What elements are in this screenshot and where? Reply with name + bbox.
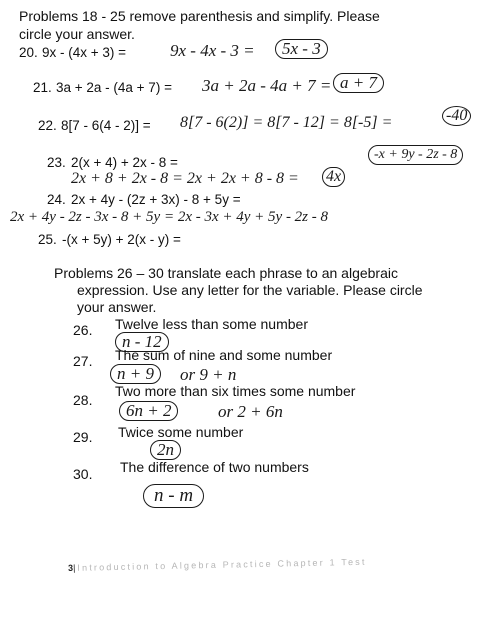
problem-expression: 3a + 2a - (4a + 7) =	[56, 80, 172, 95]
handwritten-work: 2x + 8 + 2x - 8 = 2x + 2x + 8 - 8 =	[71, 170, 299, 187]
handwritten-work: 9x - 4x - 3 =	[170, 41, 255, 60]
handwritten-work: 2x + 4y - 2z - 3x - 8 + 5y = 2x - 3x + 4y + 5y - 2z - 8	[10, 209, 329, 225]
footer-divider: |	[72, 562, 76, 573]
problem-number: 24.	[47, 192, 66, 207]
circled-answer: 5x - 3	[275, 39, 328, 59]
section2-line-1: Problems 26 – 30 translate each phrase to an algebraic	[54, 265, 398, 281]
phrase-text: The difference of two numbers	[120, 459, 309, 475]
problem-expression: 2(x + 4) + 2x - 8 =	[71, 155, 178, 170]
problem-expression: 9x - (4x + 3) =	[42, 45, 127, 60]
page-footer	[68, 557, 367, 573]
problem-expression: -(x + 5y) + 2(x - y) =	[62, 232, 181, 247]
phrase-number: 30.	[73, 466, 93, 482]
circled-answer: a + 7	[333, 73, 384, 93]
phrase-number: 29.	[73, 429, 93, 445]
problem-expression: 8[7 - 6(4 - 2)] =	[61, 118, 151, 133]
circled-answer: 4x	[322, 167, 345, 187]
problem-number: 20.	[19, 45, 38, 60]
instructions-line-1: Problems 18 - 25 remove parenthesis and simplify. Please	[19, 8, 380, 24]
circled-answer: -40	[442, 106, 471, 126]
circled-answer: n - 12	[115, 332, 169, 352]
problem-number: 22.	[38, 118, 57, 133]
circled-answer: n + 9	[110, 364, 161, 384]
footer-title: Introduction to Algebra Practice Chapter 1 Test	[77, 556, 367, 573]
section2-line-3: your answer.	[77, 299, 157, 315]
problem-24-circled-answer: -x + 9y - 2z - 8	[368, 145, 463, 165]
problem-expression: 2x + 4y - (2z + 3x) - 8 + 5y =	[71, 192, 241, 207]
circled-answer: 6n + 2	[119, 401, 178, 421]
circled-answer: n - m	[143, 484, 204, 508]
phrase-number: 26.	[73, 322, 93, 338]
phrase-text: Two more than six times some number	[115, 383, 356, 399]
phrase-text: Twelve less than some number	[115, 316, 308, 332]
phrase-number: 27.	[73, 353, 93, 369]
phrase-text: The sum of nine and some number	[115, 347, 333, 363]
phrase-number: 28.	[73, 392, 93, 408]
handwritten-work: 8[7 - 6(2)] = 8[7 - 12] = 8[-5] =	[180, 114, 393, 131]
problem-number: 23.	[47, 155, 66, 170]
problem-number: 25.	[38, 232, 57, 247]
alternate-answer: or 2 + 6n	[218, 402, 283, 421]
alternate-answer: or 9 + n	[180, 365, 237, 384]
instructions-line-2: circle your answer.	[19, 26, 135, 42]
phrase-text: Twice some number	[118, 424, 244, 440]
problem-number: 21.	[33, 80, 52, 95]
handwritten-work: 3a + 2a - 4a + 7 =	[202, 76, 332, 95]
section2-line-2: expression. Use any letter for the variable. Please circle	[77, 282, 423, 298]
page-number: 3	[67, 562, 74, 573]
circled-answer: 2n	[150, 440, 181, 460]
